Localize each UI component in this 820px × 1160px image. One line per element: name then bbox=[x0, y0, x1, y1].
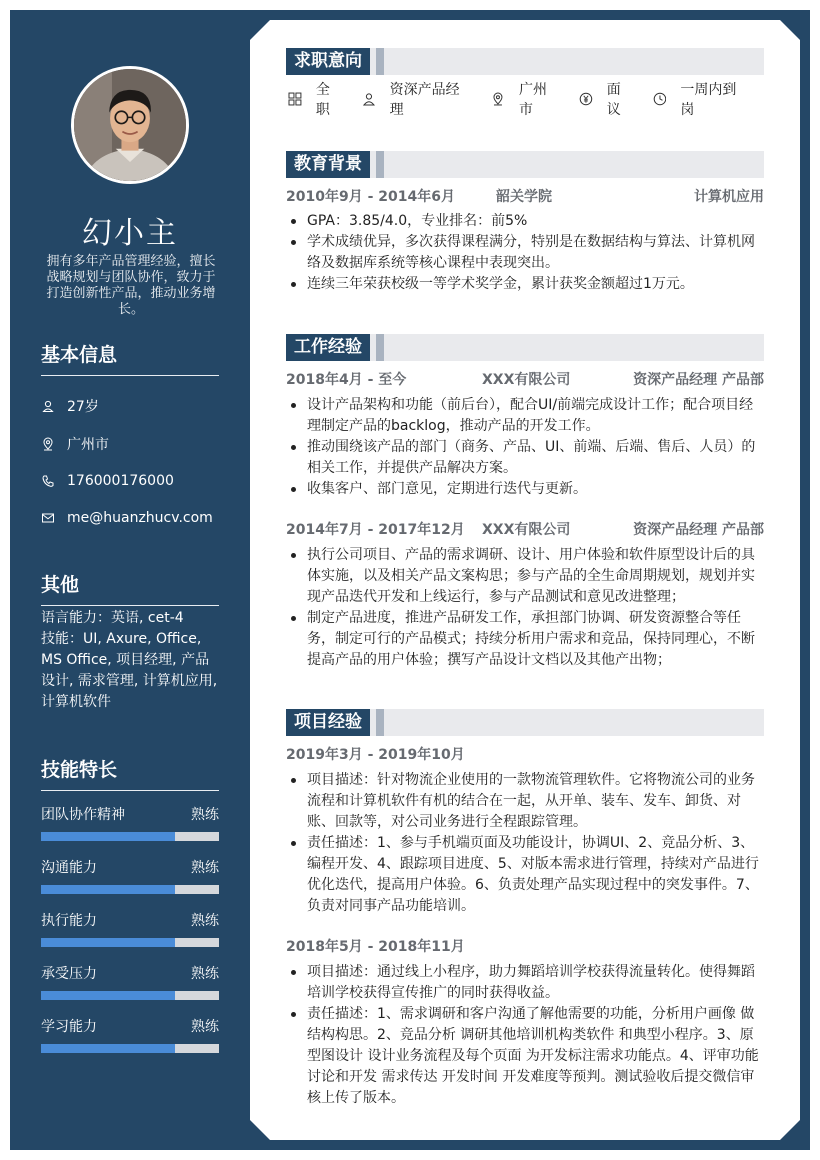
job-position: 资深产品经理 bbox=[389, 82, 460, 118]
list-item: 责任描述：1、需求调研和客户沟通了解他需要的功能，分析用户画像 做结构构思。2、竞品分析 调研其他培训机构类软件 和典型小程序。3、原型图设计 设计业务流程及每个页面 为开发标注需求功能点。4、评审功能讨论和开发 需求传达 开发时间 开发难度等预判。测试验收后提交微信审核上传了版本。 bbox=[288, 1004, 760, 1109]
list-item: 连续三年荣获校级一等学术奖学金，累计获奖金额超过1万元。 bbox=[288, 274, 760, 295]
job-date: 2018年4月 - 至今 bbox=[286, 372, 407, 388]
list-item: 收集客户、部门意见，定期进行迭代与更新。 bbox=[288, 479, 760, 500]
skill-item bbox=[41, 804, 219, 841]
skill-item bbox=[41, 857, 219, 894]
heading-accent bbox=[376, 334, 384, 361]
list-item: 设计产品架构和功能（前后台），配合UI/前端完成设计工作；配合项目经理制定产品的backlog，推动产品的开发工作。 bbox=[288, 395, 760, 437]
skill-bar bbox=[41, 1044, 219, 1053]
list-item: 项目描述：针对物流企业使用的一款物流管理软件。它将物流公司的业务流程和计算机软件有机的结合在一起，从开单、装车、发车、卸货、对账、回款等，对公司业务进行全程跟踪管理。 bbox=[288, 770, 760, 833]
list-item: 责任描述：1、参与手机端页面及功能设计，协调UI、2、竞品分析、3、编程开发、4、跟踪项目进度、5、对版本需求进行管理，持续对产品进行优化迭代，提高用户体验。6、负责处理产品实现过程中的突发事件。7、负责对同事产品功能培训。 bbox=[288, 833, 760, 917]
basic-info-heading: 基本信息 bbox=[41, 340, 219, 376]
heading-accent bbox=[376, 151, 384, 178]
other-heading: 其他 bbox=[41, 570, 219, 606]
job-intent-row bbox=[288, 82, 768, 118]
education-major: 计算机应用 bbox=[694, 189, 764, 205]
section-heading-intent bbox=[286, 48, 764, 75]
job-role: 资深产品经理 产品部 bbox=[633, 372, 764, 388]
job-list bbox=[288, 395, 760, 500]
skill-name: 学习能力 bbox=[41, 1019, 97, 1035]
person-icon bbox=[41, 399, 67, 413]
skill-name: 团队协作精神 bbox=[41, 807, 125, 823]
education-school: 韶关学院 bbox=[496, 189, 552, 205]
education-date: 2010年9月 - 2014年6月 bbox=[286, 189, 455, 205]
location-icon bbox=[41, 437, 67, 451]
list-item: 项目描述：通过线上小程序，助力舞蹈培训学校获得流量转化。使得舞蹈培训学校获得宣传推广的同时获得收益。 bbox=[288, 962, 760, 1004]
skill-item bbox=[41, 1016, 219, 1053]
skill-level: 熟练 bbox=[191, 913, 219, 929]
skill-bar bbox=[41, 938, 219, 947]
list-item: 执行公司项目、产品的需求调研、设计、用户体验和软件原型设计后的具体实施，以及相关产品文案构思；参与产品的全生命周期规划，规划并实现产品迭代开发和上线运行，参与产品测试和意见改进整理； bbox=[288, 545, 760, 608]
clock-icon bbox=[653, 92, 667, 106]
skill-level: 熟练 bbox=[191, 807, 219, 823]
age-value: 27岁 bbox=[67, 399, 99, 415]
job-salary: 面议 bbox=[606, 82, 621, 118]
job-type: 全职 bbox=[315, 82, 330, 118]
job-date: 2014年7月 - 2017年12月 bbox=[286, 522, 465, 538]
section-title: 项目经验 bbox=[286, 709, 370, 736]
list-item: 推动围绕该产品的部门（商务、产品、UI、前端、后端、售后、人员）的相关工作，并提供产品解决方案。 bbox=[288, 437, 760, 479]
section-title: 教育背景 bbox=[286, 151, 370, 178]
heading-accent bbox=[376, 709, 384, 736]
project-list bbox=[288, 770, 760, 917]
job-role: 资深产品经理 产品部 bbox=[633, 522, 764, 538]
project-date: 2019年3月 - 2019年10月 bbox=[286, 747, 465, 763]
skill-level: 熟练 bbox=[191, 966, 219, 982]
phone-row bbox=[41, 471, 221, 491]
skill-bar-fill bbox=[41, 991, 175, 1000]
job-company: XXX有限公司 bbox=[482, 372, 571, 388]
phone-value: 176000176000 bbox=[67, 473, 174, 489]
city-row bbox=[41, 434, 221, 454]
skill-bar bbox=[41, 832, 219, 841]
phone-icon bbox=[41, 474, 67, 488]
education-meta bbox=[286, 186, 764, 204]
other-text: 语言能力：英语, cet-4 技能：UI, Axure, Office, MS Office, 项目经理, 产品设计, 需求管理, 计算机应用, 计算机软件 bbox=[41, 610, 218, 710]
project-meta bbox=[286, 936, 764, 954]
location-icon bbox=[491, 92, 505, 106]
section-title: 求职意向 bbox=[286, 48, 370, 75]
skill-level: 熟练 bbox=[191, 860, 219, 876]
skill-item bbox=[41, 910, 219, 947]
avatar-photo bbox=[74, 69, 186, 181]
age-row bbox=[41, 396, 221, 416]
heading-accent bbox=[376, 48, 384, 75]
project-date: 2018年5月 - 2018年11月 bbox=[286, 939, 465, 955]
job-company: XXX有限公司 bbox=[482, 522, 571, 538]
person-icon bbox=[362, 92, 376, 106]
job-city: 广州市 bbox=[519, 82, 548, 118]
avatar bbox=[71, 66, 189, 184]
mail-icon bbox=[41, 511, 67, 525]
skill-bar-fill bbox=[41, 832, 175, 841]
job-meta bbox=[286, 519, 764, 537]
yuan-icon bbox=[579, 92, 593, 106]
skills-heading: 技能特长 bbox=[41, 755, 219, 791]
profile-name: 幻小主 bbox=[82, 216, 178, 251]
education-list bbox=[288, 211, 760, 295]
skill-bar-fill bbox=[41, 885, 175, 894]
skill-level: 熟练 bbox=[191, 1019, 219, 1035]
skill-bar-fill bbox=[41, 1044, 175, 1053]
section-heading-projects bbox=[286, 709, 764, 736]
city-value: 广州市 bbox=[67, 437, 109, 453]
project-list bbox=[288, 962, 760, 1109]
profile-summary: 拥有多年产品管理经验，擅长战略规划与团队协作，致力于打造创新性产品，推动业务增长。 bbox=[46, 254, 216, 317]
skill-item bbox=[41, 963, 219, 1000]
skill-name: 沟通能力 bbox=[41, 860, 97, 876]
grid-icon bbox=[288, 92, 302, 106]
section-heading-education bbox=[286, 151, 764, 178]
list-item: GPA：3.85/4.0，专业排名：前5% bbox=[288, 211, 760, 232]
skill-name: 执行能力 bbox=[41, 913, 97, 929]
skill-bar bbox=[41, 885, 219, 894]
list-item: 制定产品进度，推进产品研发工作，承担部门协调、研发资源整合等任务，制定可行的产品模式；持续分析用户需求和竞品，保持同理心，不断提高产品的用户体验；撰写产品设计文档以及其他产出物； bbox=[288, 608, 760, 671]
sidebar bbox=[10, 10, 250, 1150]
section-title: 工作经验 bbox=[286, 334, 370, 361]
skill-name: 承受压力 bbox=[41, 966, 97, 982]
job-list bbox=[288, 545, 760, 671]
skill-bar bbox=[41, 991, 219, 1000]
section-heading-work bbox=[286, 334, 764, 361]
job-meta bbox=[286, 369, 764, 387]
email-row bbox=[41, 508, 221, 528]
job-availability: 一周内到岗 bbox=[680, 82, 737, 118]
skill-bar-fill bbox=[41, 938, 175, 947]
email-value: me@huanzhucv.com bbox=[67, 510, 213, 526]
list-item: 学术成绩优异，多次获得课程满分，特别是在数据结构与算法、计算机网络及数据库系统等核心课程中表现突出。 bbox=[288, 232, 760, 274]
project-meta bbox=[286, 744, 764, 762]
